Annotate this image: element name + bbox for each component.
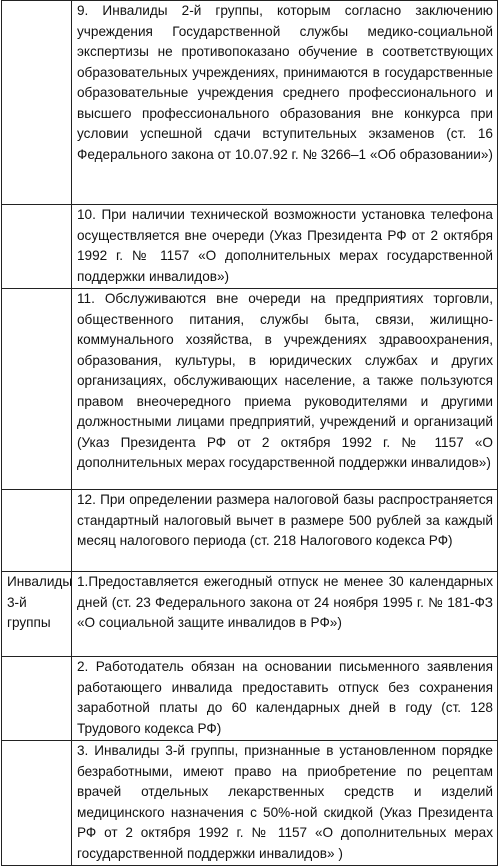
benefit-item-1: 1.Предоставляется ежегодный отпуск не менее 30 календарных дней (ст. 23 Федерального закона от 24 ноября 1995 г. № 181-ФЗ «О социальной защите инвалидов в РФ») bbox=[72, 572, 498, 657]
table-row bbox=[2, 490, 498, 572]
category-cell bbox=[2, 289, 72, 490]
benefit-item-9: 9. Инвалиды 2-й группы, которым согласно заключению учреждения Государственной службы медико-социальной экспертизы не противопоказано обучение в соответствующих образовательных учреждениях, принимаются в государственные образовательные учреждения среднего профессионального и высшего профессионального образования вне конкурса при условии успешной сдачи вступительных экзаменов (ст. 16 Федерального закона от 10.07.92 г. № 3266–1 «Об образовании») bbox=[72, 1, 498, 205]
category-cell bbox=[2, 657, 72, 741]
benefit-item-12: 12. При определении размера налоговой базы распространяется стандартный налоговый вычет в размере 500 рублей за каждый месяц налогового периода (ст. 218 Налогового кодекса РФ) bbox=[72, 490, 498, 572]
table-row bbox=[2, 205, 498, 289]
benefit-item-3: 3. Инвалиды 3-й группы, признанные в установленном порядке безработными, имеют право на приобретение по рецептам врачей отдельных лекарственных средств и изделий медицинского назначения с 50%-ной скидкой (Указ Президента РФ от 2 октября 1992 г. № 1157 «О дополнительных мерах государственной поддержки инвалидов» ) bbox=[72, 741, 498, 866]
category-cell bbox=[2, 205, 72, 289]
category-cell bbox=[2, 490, 72, 572]
table-row bbox=[2, 1, 498, 205]
category-label: Инвалиды 3-й группы bbox=[7, 574, 73, 630]
category-cell bbox=[2, 572, 72, 657]
table-row bbox=[2, 572, 498, 657]
benefit-item-10: 10. При наличии технической возможности установка телефона осуществляется вне очереди (Указ Президента РФ от 2 октября 1992 г. № 1157 «О дополнительных мерах государственной поддержки инвалидов») bbox=[72, 205, 498, 289]
category-cell bbox=[2, 1, 72, 205]
table-row bbox=[2, 741, 498, 866]
benefit-item-11: 11. Обслуживаются вне очереди на предприятиях торговли, общественного питания, службы быта, связи, жилищно-коммунального хозяйства, в учреждениях здравоохранения, образования, культуры, в юридических службах и других организациях, обслуживающих население, а также пользуются правом внеочередного приема руководителями и другими должностными лицами предприятий, учреждений и организаций (Указ Президента РФ от 2 октября 1992 г. № 1157 «О дополнительных мерах государственной поддержки инвалидов») bbox=[72, 289, 498, 490]
benefit-item-2: 2. Работодатель обязан на основании письменного заявления работающего инвалида предоставить отпуск без сохранения заработной платы до 60 календарных дней в году (ст. 128 Трудового кодекса РФ) bbox=[72, 657, 498, 741]
category-cell bbox=[2, 741, 72, 866]
table-row bbox=[2, 657, 498, 741]
benefits-table bbox=[1, 0, 498, 866]
table-row bbox=[2, 289, 498, 490]
